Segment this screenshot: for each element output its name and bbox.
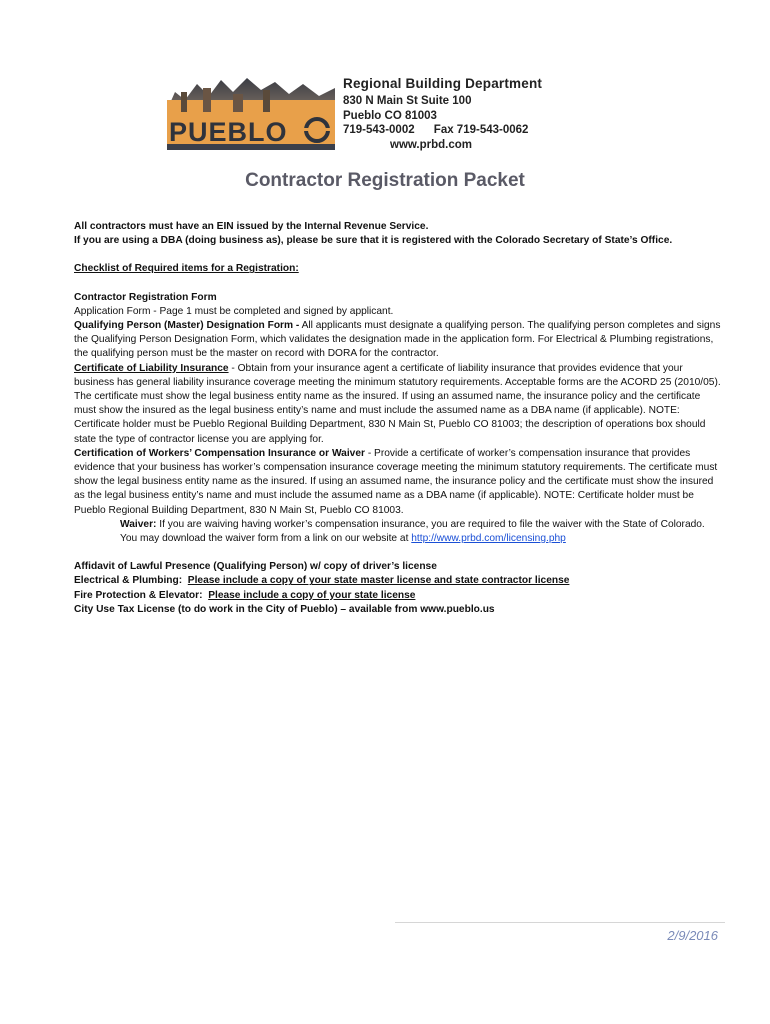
intro-line-1: All contractors must have an EIN issued by the Internal Revenue Service. [74,221,429,232]
footer-date: 2/9/2016 [667,928,718,943]
qp-paragraph [74,319,722,362]
footer-divider [395,922,725,923]
org-address-block [343,76,542,152]
checklist-heading: Checklist of Required items for a Registration: [74,263,299,275]
logo-text: PUEBLO [169,117,288,147]
org-website: www.prbd.com [390,138,472,151]
reg-form-text: Application Form - Page 1 must be completed and signed by applicant. [74,305,394,317]
pueblo-logo [163,70,338,152]
document-body [74,220,722,617]
org-address: 830 N Main St Suite 100 [343,95,472,107]
org-city: Pueblo CO 81003 [343,109,437,122]
electrical-plumbing-label: Electrical & Plumbing: [74,575,183,587]
workers-comp-text: - Provide a certificate of worker’s compensation insurance that provides evidence that your business has worker’s compensation insurance coverage meeting the minimum statutory requirements. The certificate must show the legal business entity name as the insured. If using an assumed name, the insurance policy and the certificate must show the insured as the legal business entity’s name and must include the assumed name as a DBA name (if applicable). NOTE: Certificate holder must be Pueblo Regional Building Department, 830 N Main St, Pueblo CO 81003. [74,447,718,516]
liability-paragraph [74,362,722,447]
org-phones [343,123,542,138]
workers-comp-paragraph [74,447,722,518]
waiver-heading: Waiver: [120,518,157,530]
waiver-link[interactable]: http://www.prbd.com/licensing.php [411,533,566,545]
waiver-paragraph [74,518,722,546]
fire-protection-item [74,589,722,603]
intro-line-2: If you are using a DBA (doing business as), please be sure that it is registered with the Colorado Secretary of State’s Office. [74,235,673,247]
org-fax: Fax 719-543-0062 [433,124,529,136]
electrical-plumbing-text: Please include a copy of your state master license and state contractor license [187,575,570,587]
waiver-text: If you are waiving having worker’s compensation insurance, you are required to file the waiver with the State of Colorado. You may download the waiver form from a link on our website at [120,518,705,545]
electrical-plumbing-item [74,574,722,588]
qp-text: All applicants must designate a qualifying person. The qualifying person completes and signs the Qualifying Person Designation Form, which validates the designation made in the application form. For Electrical & Plumbing registrations, the qualifying person must be the master on record with DORA for the contractor. [74,320,721,360]
workers-comp-heading: Certification of Workers’ Compensation Insurance or Waiver [74,447,365,459]
liability-heading: Certificate of Liability Insurance [74,362,229,374]
fire-protection-label: Fire Protection & Elevator: [74,589,203,601]
affidavit-item: Affidavit of Lawful Presence (Qualifying Person) w/ copy of driver’s license [74,561,437,573]
use-tax-item: City Use Tax License (to do work in the City of Pueblo) – available from www.pueblo.us [74,603,495,615]
reg-form-heading: Contractor Registration Form [74,291,217,303]
org-name: Regional Building Department [343,76,543,91]
qp-heading: Qualifying Person (Master) Designation Form - [74,320,300,332]
org-phone: 719-543-0002 [343,124,415,136]
liability-text: - Obtain from your insurance agent a certificate of liability insurance that provides evidence that your business has general liability insurance coverage meeting the minimum statutory requirements. Acceptable forms are the ACORD 25 (2010/05). The certificate must show the legal business entity name as the insured. If using an assumed name, the insurance policy and the certificate must show the insured as the legal business entity’s name and must include the assumed name as a DBA name (if applicable). NOTE: Certificate holder must be Pueblo Regional Building Department, 830 N Main St, Pueblo CO 81003; the description of operations box should state the type of contractor license you are applying for. [74,362,721,445]
page-title: Contractor Registration Packet [245,170,525,191]
fire-protection-text: Please include a copy of your state license [208,589,416,601]
